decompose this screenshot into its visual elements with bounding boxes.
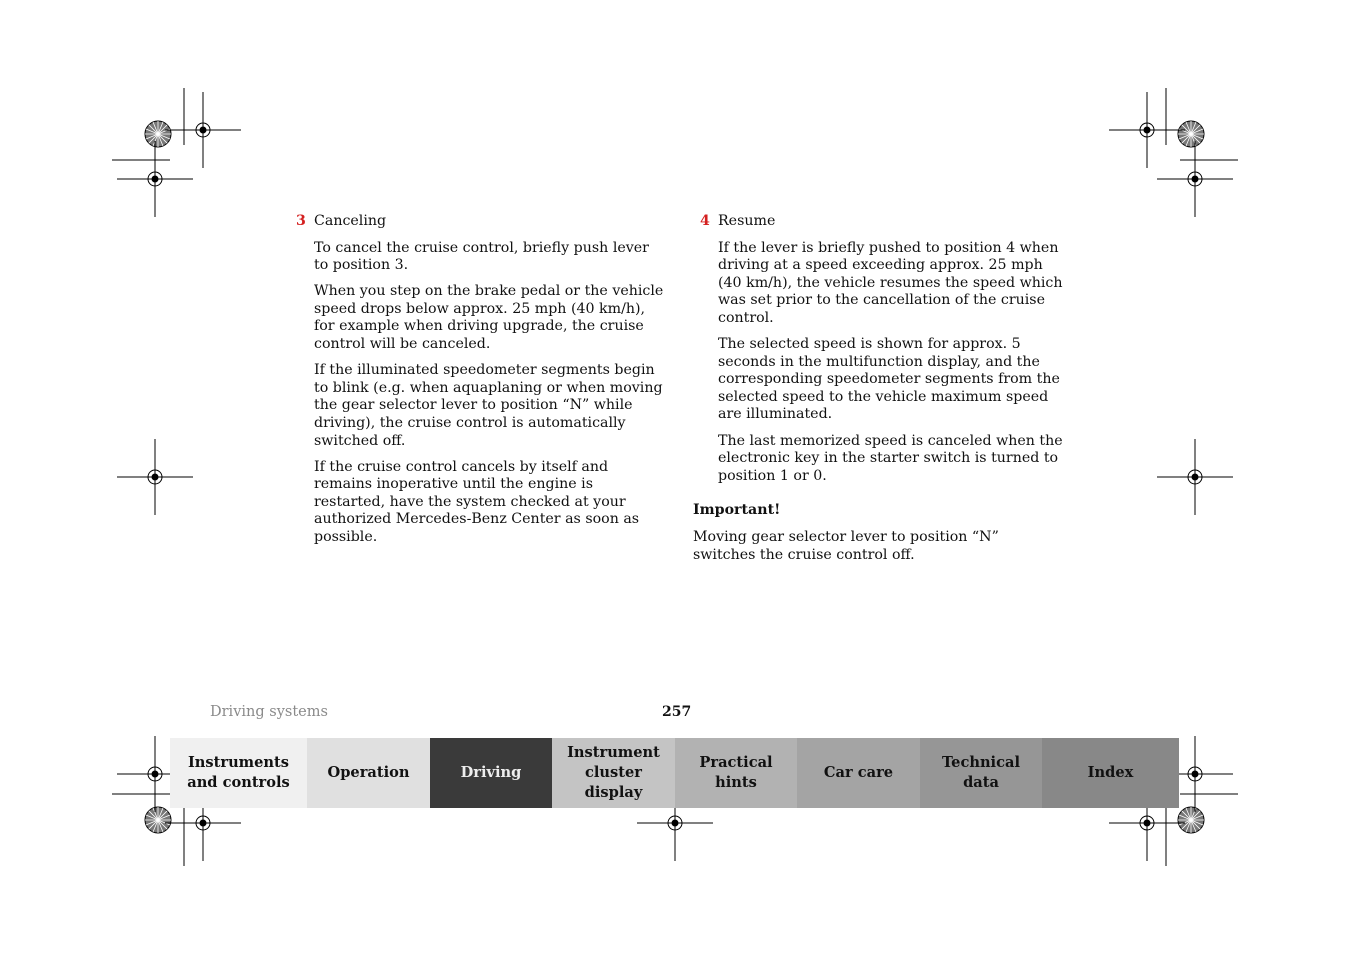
right-column bbox=[693, 213, 1063, 564]
paragraph: If the lever is briefly pushed to position 4 when driving at a speed exceeding approx. 25 mph (40 km/h), the vehicle resumes the speed which was set prior to the cancellation of the cruise control. bbox=[718, 239, 1063, 326]
chapter-tab-bar bbox=[170, 738, 1179, 808]
tab-index[interactable]: Index bbox=[1042, 738, 1179, 808]
paragraph: The selected speed is shown for approx. 5 seconds in the multifunction display, and the corresponding speedometer segments from the selected speed to the vehicle maximum speed are illuminated. bbox=[718, 336, 1060, 423]
tab-operation[interactable]: Operation bbox=[307, 738, 430, 808]
item-title: Canceling bbox=[314, 213, 387, 229]
left-column bbox=[296, 213, 664, 555]
important-heading: Important! bbox=[693, 502, 781, 519]
tab-instruments-and-controls[interactable]: Instruments and controls bbox=[170, 738, 307, 808]
page-number: 257 bbox=[662, 704, 692, 720]
item-canceling-heading bbox=[296, 213, 664, 231]
section-label: Driving systems bbox=[210, 704, 328, 720]
paragraph: The last memorized speed is canceled when the electronic key in the starter switch is turned to position 1 or 0. bbox=[718, 432, 1063, 484]
tab-car-care[interactable]: Car care bbox=[797, 738, 920, 808]
item-number: 4 bbox=[700, 213, 710, 229]
paragraph: If the illuminated speedometer segments begin to blink (e.g. when aquaplaning or when moving the gear selector lever to position “N” while driving), the cruise control is automatically switched off. bbox=[314, 362, 663, 449]
item-number: 3 bbox=[296, 213, 306, 229]
important-text: Moving gear selector lever to position “N” switches the cruise control off. bbox=[693, 528, 999, 563]
paragraph: To cancel the cruise control, briefly push lever to position 3. bbox=[314, 239, 649, 274]
item-title: Resume bbox=[718, 213, 776, 229]
tab-driving[interactable]: Driving bbox=[430, 738, 552, 808]
paragraph: When you step on the brake pedal or the vehicle speed drops below approx. 25 mph (40 km/h), for example when driving upgrade, the cruise control will be canceled. bbox=[314, 283, 664, 353]
item-resume-heading bbox=[700, 213, 1063, 231]
tab-instrument-cluster-display[interactable]: Instrument cluster display bbox=[552, 738, 675, 808]
paragraph: If the cruise control cancels by itself and remains inoperative until the engine is restarted, have the system checked at your authorized Mercedes-Benz Center as soon as possible. bbox=[314, 458, 640, 545]
tab-practical-hints[interactable]: Practical hints bbox=[675, 738, 797, 808]
tab-technical-data[interactable]: Technical data bbox=[920, 738, 1042, 808]
